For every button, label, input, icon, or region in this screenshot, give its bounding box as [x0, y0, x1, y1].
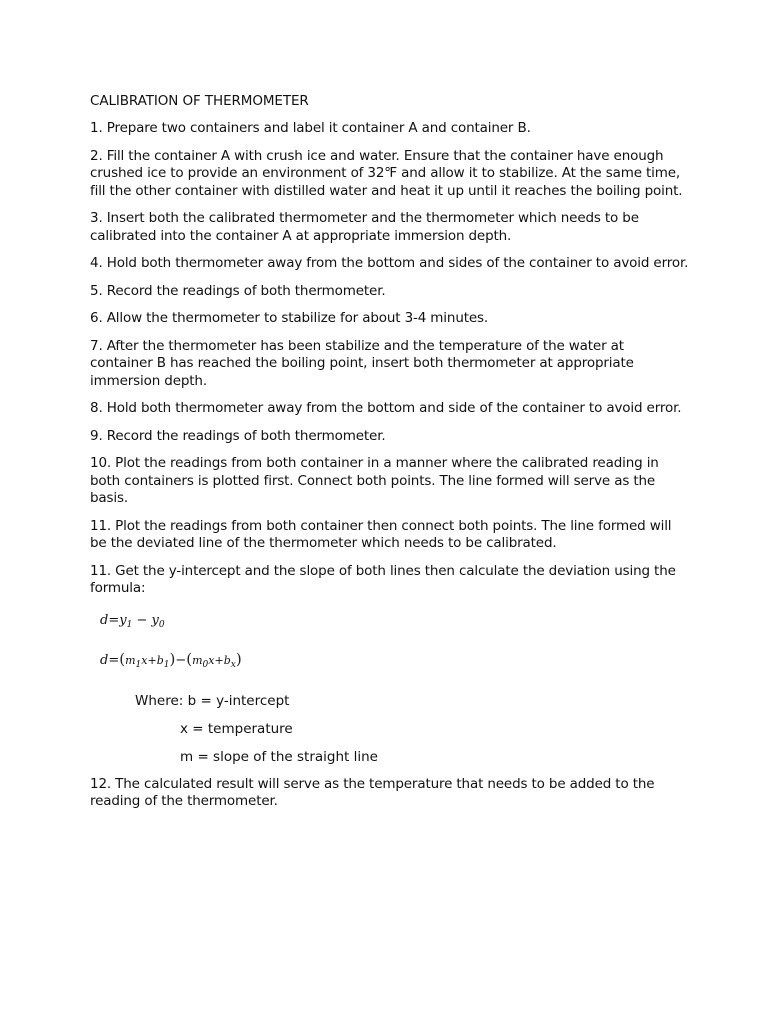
where-b-definition: Where: b = y-intercept	[135, 692, 290, 709]
document-title: CALIBRATION OF THERMOMETER	[90, 93, 309, 109]
formula2-d: d	[100, 652, 109, 668]
formula2-b1-sub: 1	[163, 659, 170, 670]
step-9: 9. Record the readings of both thermometer.	[90, 427, 386, 444]
formula-y-sub: 1	[126, 619, 133, 630]
step-2: 2. Fill the container A with crush ice and water. Ensure that the container have enough crushed ice to provide an environment of 32℉ and allow it to stabilize. At the same time, fill the other container with distilled water and heat it up until it reaches the boiling point.	[90, 147, 683, 199]
step-3: 3. Insert both the calibrated thermometer and the thermometer which needs to be calibrated into the container A at appropriate immersion depth.	[90, 210, 639, 244]
formula2-close-paren: )	[169, 649, 176, 668]
step-4: 4. Hold both thermometer away from the bottom and sides of the container to avoid error.	[90, 255, 689, 271]
step-8: 8. Hold both thermometer away from the bottom and side of the container to avoid error.	[90, 400, 682, 416]
formula-y0-sub: 0	[158, 619, 165, 630]
formula2-open-paren: (	[119, 649, 126, 668]
formula2-bx: b	[223, 653, 231, 667]
step-7: 7. After the thermometer has been stabilize and the temperature of the water at container B has reached the boiling point, insert both thermometer at appropriate immersion depth.	[90, 337, 634, 389]
formula2-plus2: +	[214, 653, 224, 667]
step-10: 10. Plot the readings from both container in a manner where the calibrated reading in both containers is plotted first. Connect both points. The line formed will serve as the basis.	[90, 455, 659, 506]
formula2-m0-sub: 0	[202, 659, 209, 670]
where-x-definition: x = temperature	[180, 720, 293, 737]
formula2-plus1: +	[147, 653, 157, 667]
step-12: 12. The calculated result will serve as the temperature that needs to be added to the reading of the thermometer.	[90, 775, 655, 809]
formula2-close-paren-2: )	[235, 649, 242, 668]
deviation-formula-simple	[100, 612, 690, 630]
step-11a: 11. Plot the readings from both container then connect both points. The line formed will be the deviated line of the thermometer which needs to be calibrated.	[90, 517, 672, 551]
formula2-m0: m	[192, 653, 203, 667]
step-1: 1. Prepare two containers and label it container A and container B.	[90, 120, 531, 136]
formula-y0: y	[151, 612, 159, 628]
formula-equals: =	[108, 612, 120, 628]
formula2-equals: =	[108, 652, 120, 668]
formula2-bx-sub: x	[230, 659, 236, 670]
step-6: 6. Allow the thermometer to stabilize for about 3-4 minutes.	[90, 310, 489, 326]
formula2-m1-sub: 1	[135, 659, 142, 670]
step-11b: 11. Get the y-intercept and the slope of both lines then calculate the deviation using the formula:	[90, 562, 676, 596]
formula-y: y	[119, 612, 127, 628]
formula2-minus: −	[175, 652, 187, 668]
document-page	[90, 92, 690, 821]
where-m-definition: m = slope of the straight line	[180, 748, 378, 765]
formula2-x2: x	[208, 653, 215, 667]
formula-minus: −	[136, 612, 148, 628]
formula2-b1: b	[156, 653, 164, 667]
step-5: 5. Record the readings of both thermometer.	[90, 282, 386, 299]
formula2-m1: m	[125, 653, 136, 667]
deviation-formula-expanded	[100, 650, 690, 668]
formula-d: d	[100, 612, 109, 628]
formula2-open-paren-2: (	[186, 649, 193, 668]
formula2-x1: x	[141, 653, 148, 667]
